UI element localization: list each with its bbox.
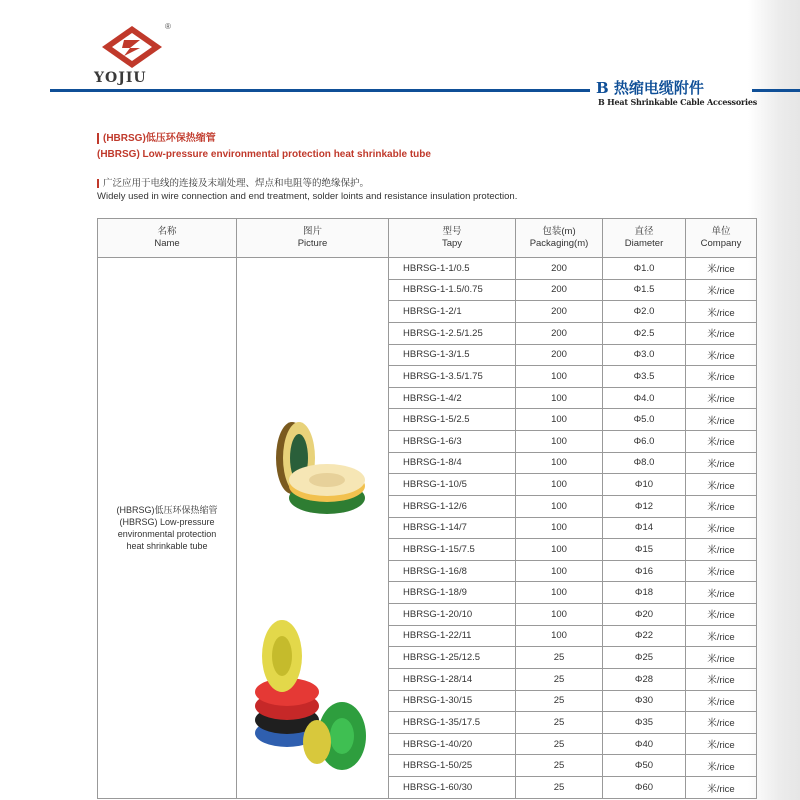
table-header-row [98, 219, 757, 258]
packaging-cell: 200 [516, 301, 603, 323]
model-cell: HBRSG-1-28/14 [389, 668, 516, 690]
product-name-cell [98, 258, 237, 799]
diameter-cell: Φ3.5 [603, 366, 686, 388]
unit-cell: 米/rice [686, 474, 757, 496]
packaging-cell: 25 [516, 668, 603, 690]
model-cell: HBRSG-1-50/25 [389, 755, 516, 777]
unit-cell: 米/rice [686, 322, 757, 344]
diameter-cell: Φ12 [603, 495, 686, 517]
diameter-cell: Φ18 [603, 582, 686, 604]
packaging-cell: 100 [516, 560, 603, 582]
packaging-cell: 100 [516, 366, 603, 388]
unit-cell: 米/rice [686, 495, 757, 517]
tube-rolls-image [237, 258, 388, 798]
model-cell: HBRSG-1-10/5 [389, 474, 516, 496]
table-row [98, 258, 757, 280]
model-cell: HBRSG-1-25/12.5 [389, 647, 516, 669]
diameter-cell: Φ16 [603, 560, 686, 582]
header-packaging: 包装(m) Packaging(m) [516, 219, 603, 258]
packaging-cell: 25 [516, 755, 603, 777]
unit-cell: 米/rice [686, 712, 757, 734]
unit-cell: 米/rice [686, 777, 757, 799]
product-picture-cell [237, 258, 389, 799]
unit-cell: 米/rice [686, 625, 757, 647]
diameter-cell: Φ10 [603, 474, 686, 496]
model-cell: HBRSG-1-16/8 [389, 560, 516, 582]
unit-cell: 米/rice [686, 668, 757, 690]
diameter-cell: Φ2.0 [603, 301, 686, 323]
product-title [97, 131, 431, 163]
packaging-cell: 100 [516, 409, 603, 431]
unit-cell: 米/rice [686, 387, 757, 409]
unit-cell: 米/rice [686, 733, 757, 755]
model-cell: HBRSG-1-20/10 [389, 604, 516, 626]
model-cell: HBRSG-1-18/9 [389, 582, 516, 604]
product-name-line: heat shrinkable tube [126, 541, 208, 551]
product-title-en: (HBRSG) Low-pressure environmental protection heat shrinkable tube [97, 149, 431, 160]
title-bar-icon [97, 133, 99, 144]
diameter-cell: Φ2.5 [603, 322, 686, 344]
model-cell: HBRSG-1-2.5/1.25 [389, 322, 516, 344]
model-cell: HBRSG-1-14/7 [389, 517, 516, 539]
packaging-cell: 25 [516, 712, 603, 734]
header-picture: 图片 Picture [237, 219, 389, 258]
packaging-cell: 100 [516, 517, 603, 539]
registered-mark: ® [165, 22, 171, 31]
model-cell: HBRSG-1-4/2 [389, 387, 516, 409]
packaging-cell: 100 [516, 452, 603, 474]
packaging-cell: 25 [516, 777, 603, 799]
packaging-cell: 200 [516, 322, 603, 344]
unit-cell: 米/rice [686, 258, 757, 280]
diameter-cell: Φ50 [603, 755, 686, 777]
packaging-cell: 100 [516, 539, 603, 561]
diameter-cell: Φ1.5 [603, 279, 686, 301]
packaging-cell: 200 [516, 344, 603, 366]
packaging-cell: 100 [516, 625, 603, 647]
model-cell: HBRSG-1-12/6 [389, 495, 516, 517]
packaging-cell: 100 [516, 387, 603, 409]
model-cell: HBRSG-1-3.5/1.75 [389, 366, 516, 388]
unit-cell: 米/rice [686, 604, 757, 626]
packaging-cell: 100 [516, 474, 603, 496]
diameter-cell: Φ40 [603, 733, 686, 755]
packaging-cell: 200 [516, 279, 603, 301]
model-cell: HBRSG-1-8/4 [389, 452, 516, 474]
description-en: Widely used in wire connection and end treatment, solder loints and resistance insulation protection. [97, 191, 518, 202]
model-cell: HBRSG-1-1.5/0.75 [389, 279, 516, 301]
model-cell: HBRSG-1-3/1.5 [389, 344, 516, 366]
spec-table [97, 218, 757, 799]
unit-cell: 米/rice [686, 539, 757, 561]
unit-cell: 米/rice [686, 690, 757, 712]
unit-cell: 米/rice [686, 431, 757, 453]
unit-cell: 米/rice [686, 560, 757, 582]
diameter-cell: Φ8.0 [603, 452, 686, 474]
diameter-cell: Φ60 [603, 777, 686, 799]
diameter-cell: Φ3.0 [603, 344, 686, 366]
packaging-cell: 100 [516, 582, 603, 604]
unit-cell: 米/rice [686, 301, 757, 323]
diameter-cell: Φ25 [603, 647, 686, 669]
model-cell: HBRSG-1-30/15 [389, 690, 516, 712]
packaging-cell: 25 [516, 733, 603, 755]
diameter-cell: Φ15 [603, 539, 686, 561]
section-subtitle: B Heat Shrinkable Cable Accessories [598, 97, 758, 107]
brand-name: YOJIU [94, 70, 147, 86]
header-name: 名称 Name [98, 219, 237, 258]
unit-cell: 米/rice [686, 517, 757, 539]
model-cell: HBRSG-1-1/0.5 [389, 258, 516, 280]
unit-cell: 米/rice [686, 582, 757, 604]
model-cell: HBRSG-1-2/1 [389, 301, 516, 323]
diameter-cell: Φ6.0 [603, 431, 686, 453]
diameter-cell: Φ35 [603, 712, 686, 734]
packaging-cell: 100 [516, 495, 603, 517]
diameter-cell: Φ20 [603, 604, 686, 626]
model-cell: HBRSG-1-60/30 [389, 777, 516, 799]
product-name-line: environmental protection [117, 529, 217, 539]
section-title: B 热缩电缆附件 [596, 79, 704, 97]
diameter-cell: Φ14 [603, 517, 686, 539]
product-description [97, 177, 517, 203]
product-title-cn: (HBRSG)低压环保热缩管 [103, 133, 216, 144]
product-name-line: (HBRSG) Low-pressure [119, 517, 215, 527]
packaging-cell: 100 [516, 431, 603, 453]
unit-cell: 米/rice [686, 755, 757, 777]
model-cell: HBRSG-1-22/11 [389, 625, 516, 647]
desc-bar-icon [97, 179, 99, 188]
unit-cell: 米/rice [686, 409, 757, 431]
unit-cell: 米/rice [686, 279, 757, 301]
header-diameter: 直径 Diameter [603, 219, 686, 258]
unit-cell: 米/rice [686, 344, 757, 366]
model-cell: HBRSG-1-6/3 [389, 431, 516, 453]
description-cn: 广泛应用于电线的连接及末端处理、焊点和电阻等的绝缘保护。 [103, 178, 370, 189]
unit-cell: 米/rice [686, 452, 757, 474]
diameter-cell: Φ4.0 [603, 387, 686, 409]
model-cell: HBRSG-1-35/17.5 [389, 712, 516, 734]
product-name-line: (HBRSG)低压环保热缩管 [116, 505, 218, 515]
diameter-cell: Φ30 [603, 690, 686, 712]
unit-cell: 米/rice [686, 647, 757, 669]
header-rule [50, 89, 590, 92]
unit-cell: 米/rice [686, 366, 757, 388]
packaging-cell: 25 [516, 690, 603, 712]
header-unit: 单位 Company [686, 219, 757, 258]
yojiu-logo-icon [100, 24, 164, 70]
header-rule-right [752, 89, 800, 92]
diameter-cell: Φ5.0 [603, 409, 686, 431]
packaging-cell: 25 [516, 647, 603, 669]
header-model: 型号 Tapy [389, 219, 516, 258]
diameter-cell: Φ28 [603, 668, 686, 690]
diameter-cell: Φ1.0 [603, 258, 686, 280]
model-cell: HBRSG-1-5/2.5 [389, 409, 516, 431]
diameter-cell: Φ22 [603, 625, 686, 647]
model-cell: HBRSG-1-40/20 [389, 733, 516, 755]
packaging-cell: 200 [516, 258, 603, 280]
model-cell: HBRSG-1-15/7.5 [389, 539, 516, 561]
packaging-cell: 100 [516, 604, 603, 626]
